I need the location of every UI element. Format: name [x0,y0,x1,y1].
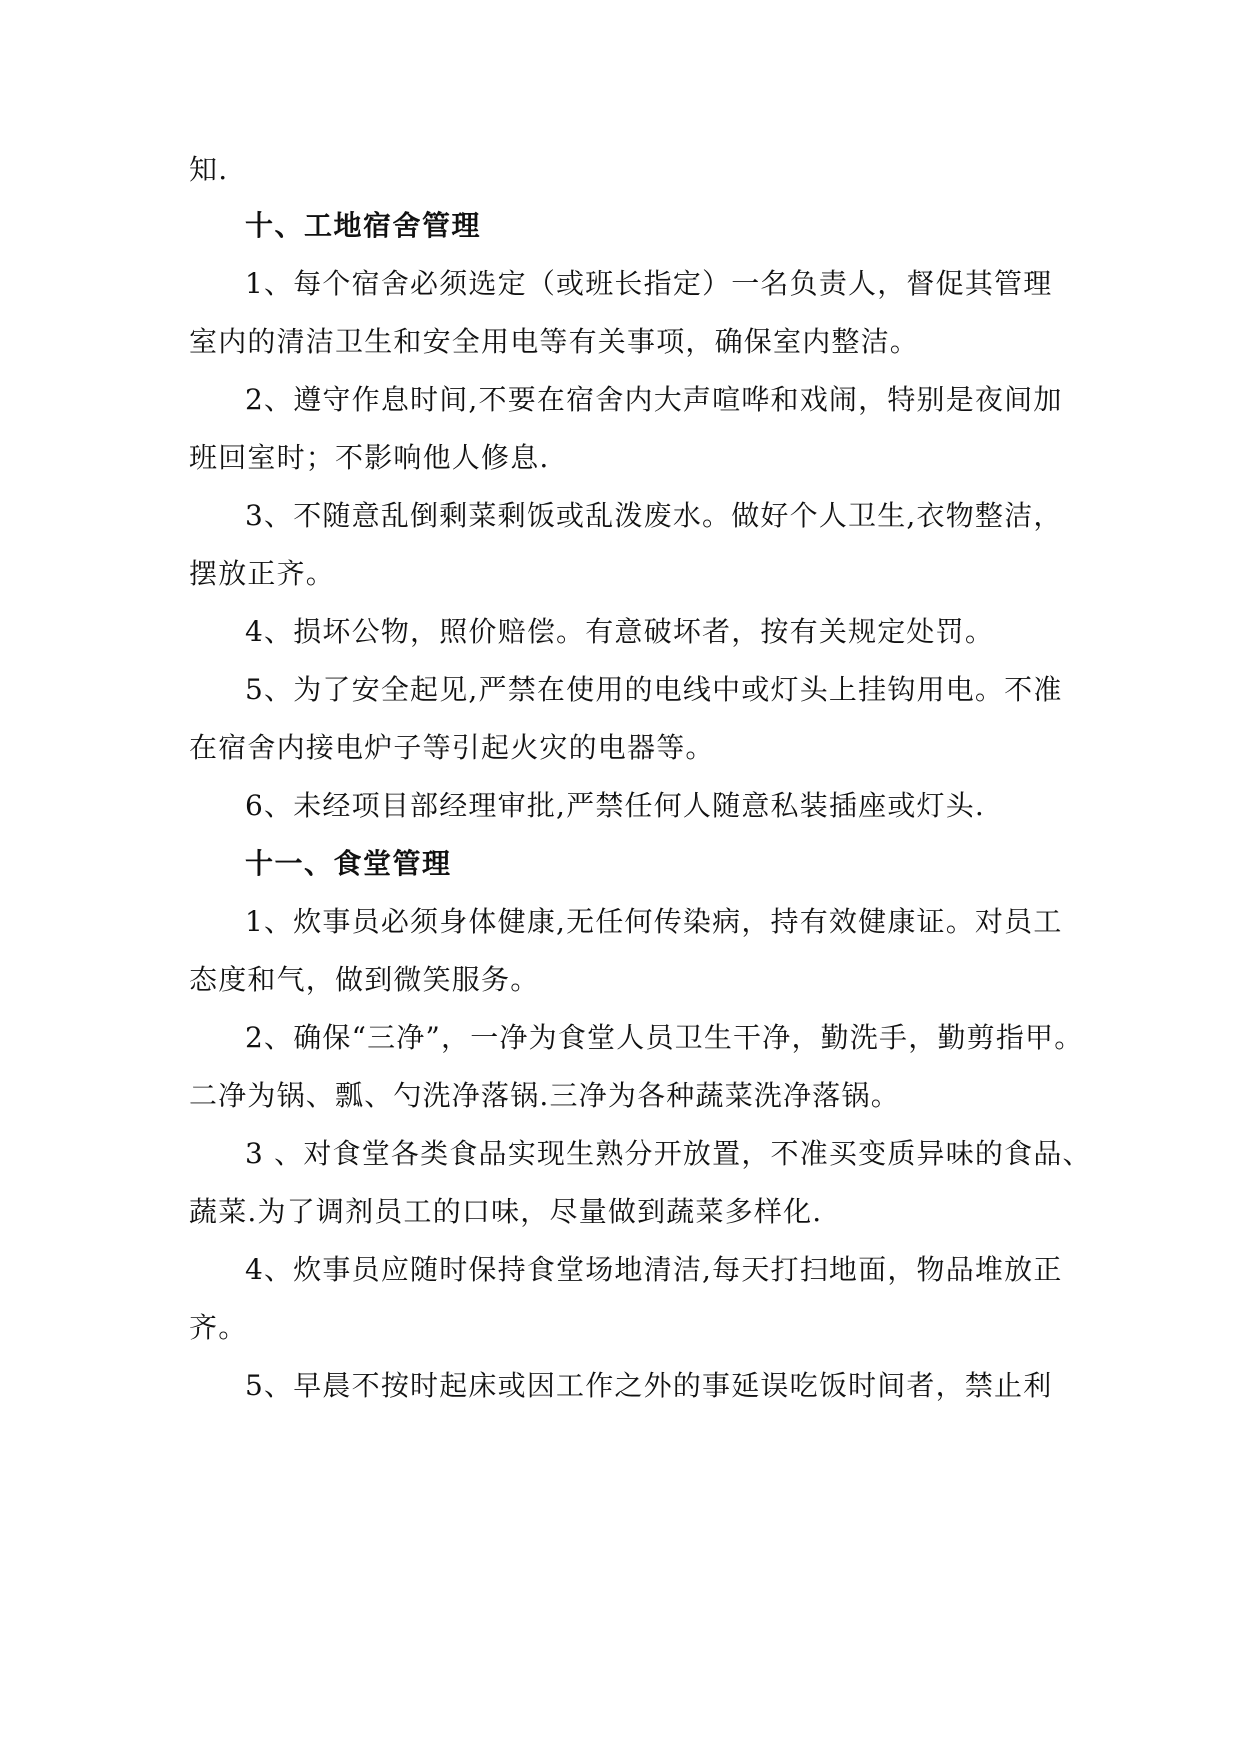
canteen-item-1-line-1: 1、炊事员必须身体健康,无任何传染病，持有效健康证。对员工 [245,905,1063,938]
dorm-item-5-line-1: 5、为了安全起见,严禁在使用的电线中或灯头上挂钩用电。不准 [245,673,1063,706]
canteen-item-5-line-1: 5、早晨不按时起床或因工作之外的事延误吃饭时间者，禁止利 [245,1369,1053,1402]
section-heading-canteen: 十一、食堂管理 [245,847,452,880]
dorm-item-2-line-1: 2、遵守作息时间,不要在宿舍内大声喧哗和戏闹，特别是夜间加 [245,383,1063,416]
dorm-item-1-line-2: 室内的清洁卫生和安全用电等有关事项，确保室内整洁。 [189,325,920,358]
dorm-item-4-line-1: 4、损坏公物，照价赔偿。有意破坏者，按有关规定处罚。 [245,615,995,648]
canteen-item-3-line-1: 3 、对食堂各类食品实现生熟分开放置，不准买变质异味的食品、 [245,1137,1092,1170]
dorm-item-5-line-2: 在宿舍内接电炉子等引起火灾的电器等。 [189,731,715,764]
canteen-item-3-line-2: 蔬菜.为了调剂员工的口味，尽量做到蔬菜多样化. [189,1195,823,1228]
dorm-item-2-line-2: 班回室时；不影响他人修息. [189,441,550,474]
section-heading-dormitory: 十、工地宿舍管理 [245,209,482,242]
dorm-item-3-line-2: 摆放正齐。 [189,557,336,590]
canteen-item-1-line-2: 态度和气，做到微笑服务。 [189,963,540,996]
canteen-item-4-line-1: 4、炊事员应随时保持食堂场地清洁,每天打扫地面，物品堆放正 [245,1253,1063,1286]
canteen-item-4-line-2: 齐。 [189,1311,248,1344]
canteen-item-2-line-2: 二净为锅、瓢、勺洗净落锅.三净为各种蔬菜洗净落锅。 [189,1079,900,1112]
dorm-item-3-line-1: 3、不随意乱倒剩菜剩饭或乱泼废水。做好个人卫生,衣物整洁， [245,499,1063,532]
dorm-item-6-line-1: 6、未经项目部经理审批,严禁任何人随意私装插座或灯头. [245,789,986,822]
continuation-text: 知. [189,153,229,186]
dorm-item-1-line-1: 1、每个宿舍必须选定（或班长指定）一名负责人，督促其管理 [245,267,1053,300]
canteen-item-2-line-1: 2、确保“三净”，一净为食堂人员卫生干净，勤洗手，勤剪指甲。 [245,1021,1084,1054]
